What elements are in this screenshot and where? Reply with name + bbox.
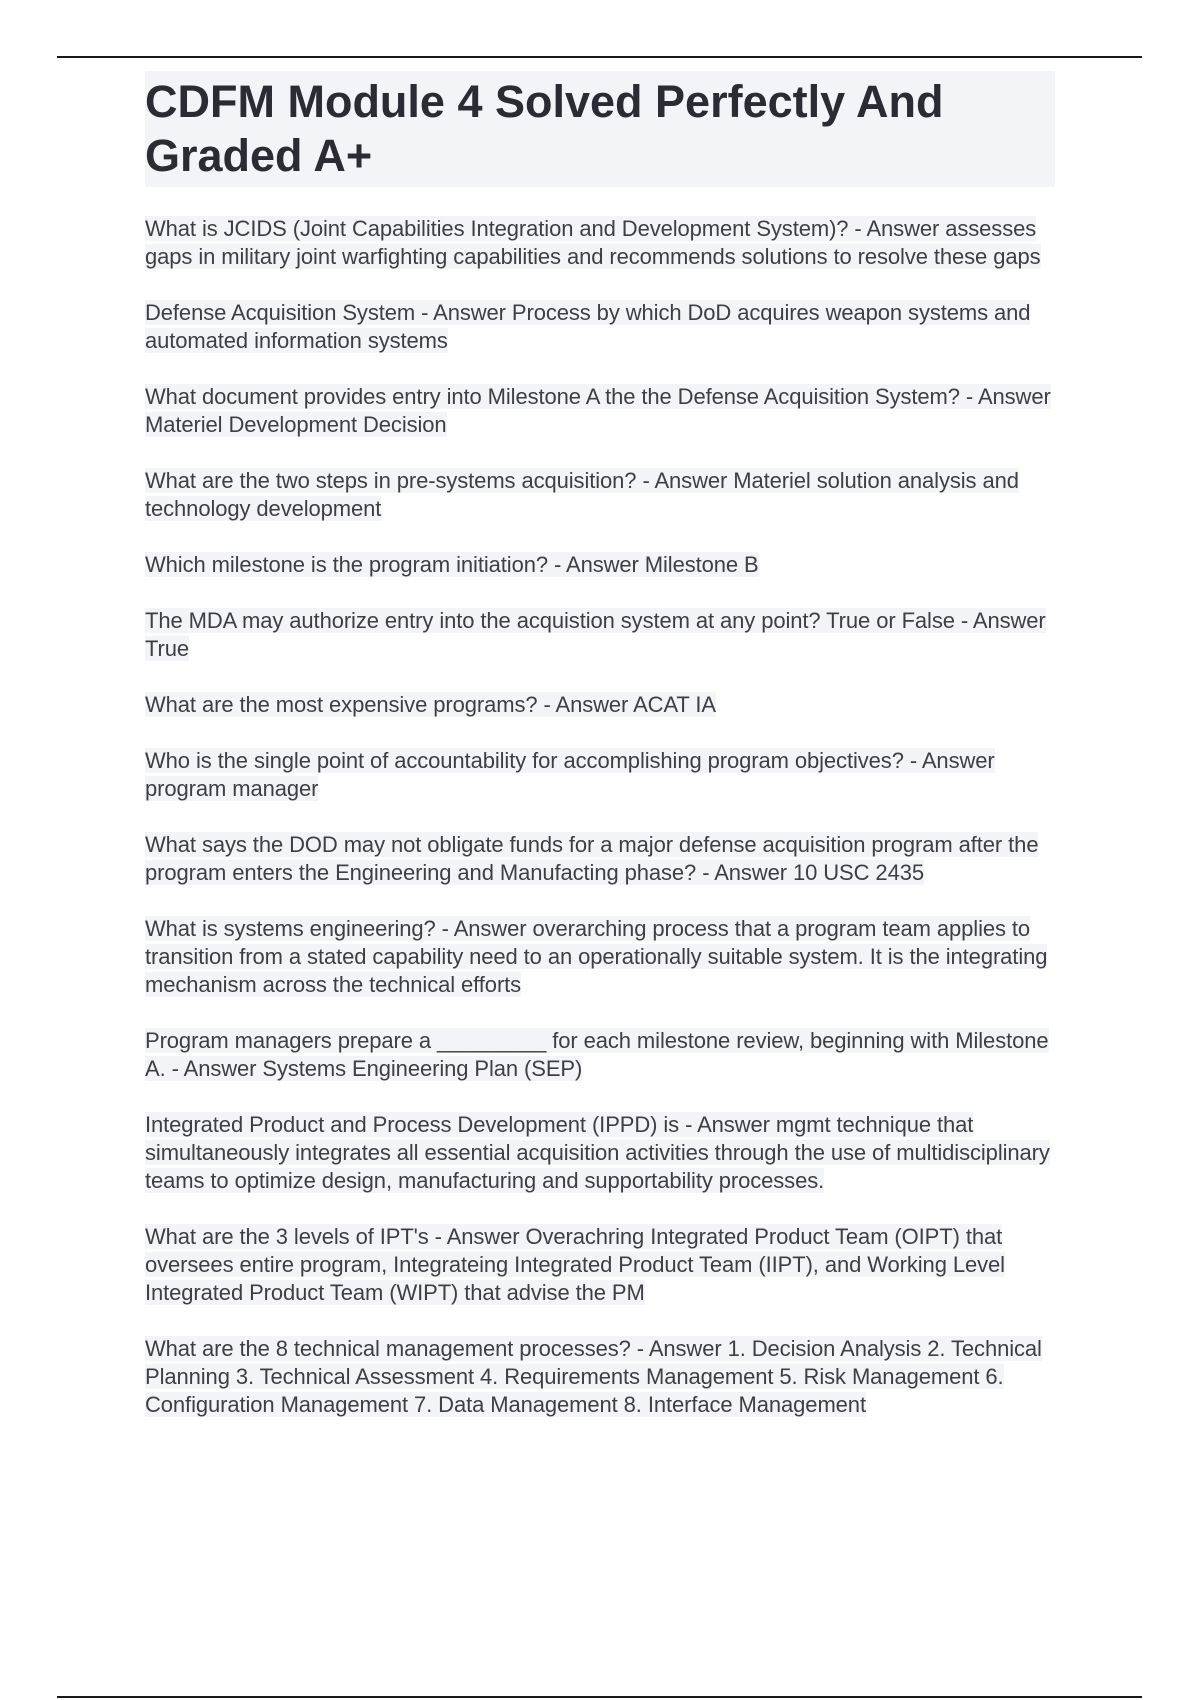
qa-entry-ippd: Integrated Product and Process Development (IPPD) is - Answer mgmt technique that simultaneously integrates all essential acquisition activities through the use of multidisciplinary teams to optimize design, manufacturing and supportability processes.	[145, 1112, 1050, 1193]
qa-entry-program-initiation: Which milestone is the program initiation? - Answer Milestone B	[145, 552, 759, 577]
document-page	[145, 71, 1055, 1447]
qa-entry-systems-engineering: What is systems engineering? - Answer overarching process that a program team applies to transition from a stated capability need to an operationally suitable system. It is the integrating mechanism across the technical efforts	[145, 916, 1048, 997]
qa-entry-accountability: Who is the single point of accountability for accomplishing program objectives? - Answer program manager	[145, 748, 995, 801]
qa-entry-obligate-funds: What says the DOD may not obligate funds for a major defense acquisition program after the program enters the Engineering and Manufacting phase? - Answer 10 USC 2435	[145, 832, 1039, 885]
qa-list	[145, 215, 1055, 1419]
qa-entry-most-expensive: What are the most expensive programs? - Answer ACAT IA	[145, 692, 716, 717]
qa-entry-technical-management: What are the 8 technical management processes? - Answer 1. Decision Analysis 2. Technical Planning 3. Technical Assessment 4. Requirements Management 5. Risk Management 6. Configuration Management 7. Data Management 8. Interface Management	[145, 1336, 1042, 1417]
qa-entry-sep: Program managers prepare a _________ for each milestone review, beginning with Milestone A. - Answer Systems Engineering Plan (SEP)	[145, 1028, 1049, 1081]
top-rule	[57, 56, 1142, 58]
qa-entry-defense-acquisition-system: Defense Acquisition System - Answer Process by which DoD acquires weapon systems and automated information systems	[145, 300, 1031, 353]
qa-entry-mda-entry: The MDA may authorize entry into the acquistion system at any point? True or False - Answer True	[145, 608, 1046, 661]
qa-entry-jcids: What is JCIDS (Joint Capabilities Integration and Development System)? - Answer assesses gaps in military joint warfighting capabilities and recommends solutions to resolve these gaps	[145, 216, 1041, 269]
qa-entry-milestone-a-entry: What document provides entry into Milestone A the the Defense Acquisition System? - Answer Materiel Development Decision	[145, 384, 1051, 437]
bottom-rule	[57, 1696, 1142, 1698]
document-title: CDFM Module 4 Solved Perfectly And Graded A+	[145, 71, 1055, 187]
qa-entry-ipt-levels: What are the 3 levels of IPT's - Answer Overachring Integrated Product Team (OIPT) that oversees entire program, Integrateing Integrated Product Team (IIPT), and Working Level Integrated Product Team (WIPT) that advise the PM	[145, 1224, 1005, 1305]
qa-entry-pre-systems-steps: What are the two steps in pre-systems acquisition? - Answer Materiel solution analysis and technology development	[145, 468, 1019, 521]
